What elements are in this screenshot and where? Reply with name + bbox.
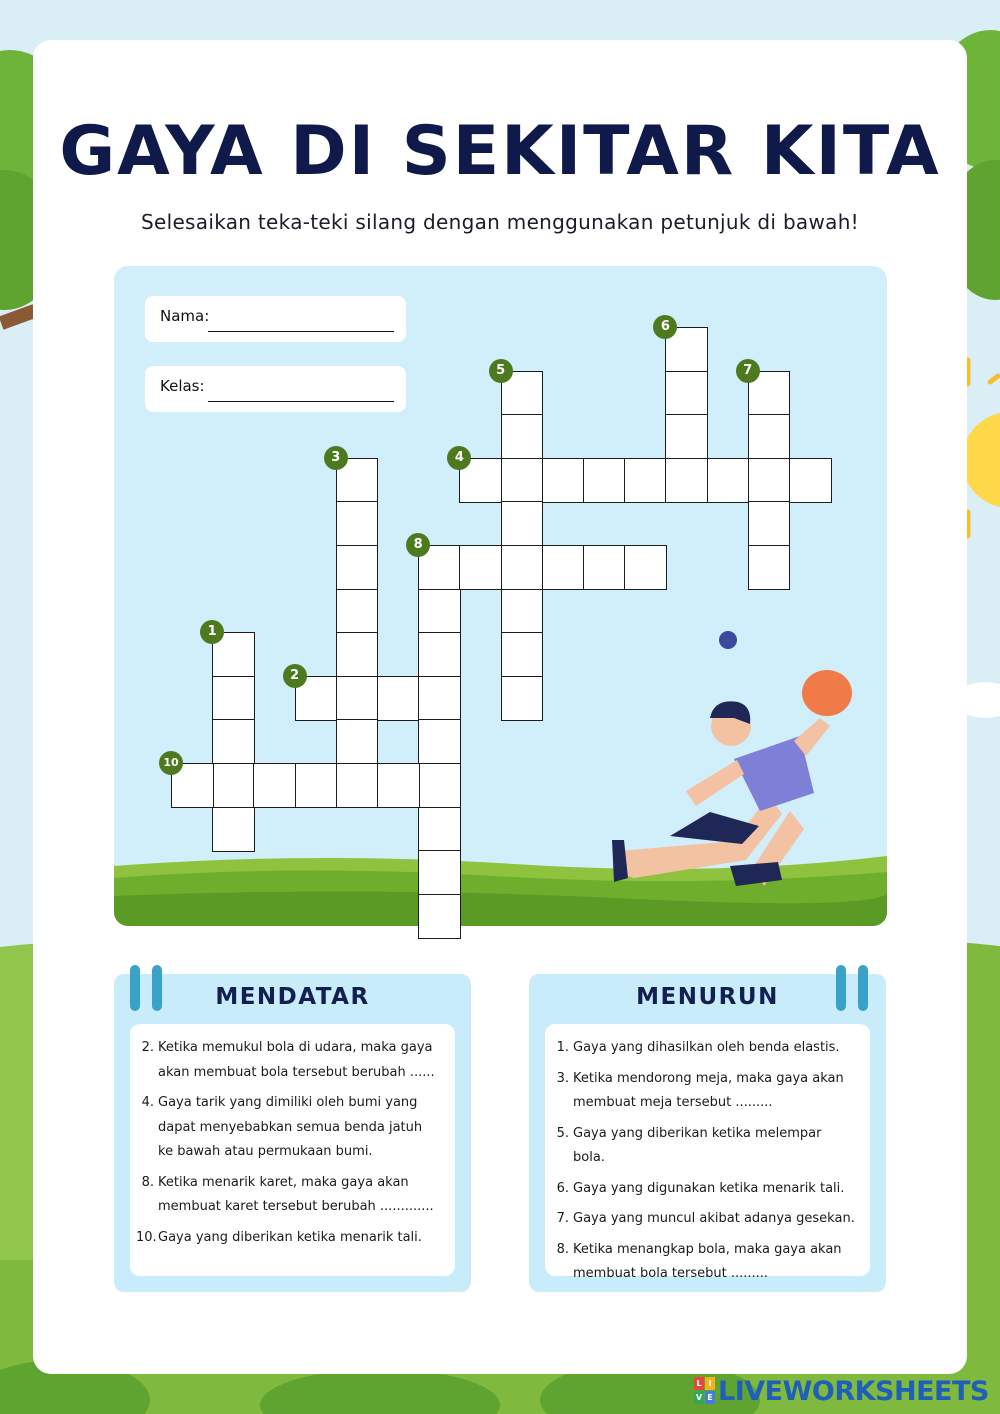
clue-number: 4. [141, 1095, 154, 1110]
crossword-cell[interactable] [707, 458, 750, 503]
crossword-cell[interactable] [418, 589, 461, 634]
page-subtitle: Selesaikan teka-teki silang dengan menggunakan petunjuk di bawah! [141, 210, 859, 234]
crossword-cell[interactable] [501, 632, 544, 677]
clue-text: Ketika mendorong meja, maka gaya akan membuat meja tersebut ......... [573, 1070, 844, 1110]
clue-text: Gaya yang diberikan ketika melempar bola. [573, 1125, 822, 1165]
crossword-cell[interactable] [542, 545, 585, 590]
page-title: GAYA DI SEKITAR KITA [59, 112, 941, 191]
crossword-cell[interactable] [501, 545, 544, 590]
crossword-cell[interactable] [748, 501, 791, 546]
clue-number: 8. [141, 1174, 154, 1190]
crossword-cell[interactable] [624, 458, 667, 503]
crossword-cell[interactable] [748, 545, 791, 590]
crossword-cell[interactable] [212, 676, 255, 721]
crossword-cell[interactable] [295, 763, 338, 808]
crossword-cell[interactable] [501, 458, 544, 503]
clue-item [551, 1067, 856, 1116]
menurun-clue-list [545, 1024, 870, 1281]
crossword-cell[interactable] [418, 894, 461, 939]
mendatar-heading: MENDATAR [215, 984, 370, 1010]
crossword-cell[interactable] [665, 458, 708, 503]
crossword-cell[interactable] [501, 676, 544, 721]
crossword-cell[interactable] [583, 458, 626, 503]
clue-number: 7. [556, 1211, 569, 1226]
clue-text: Gaya tarik yang dimiliki oleh bumi yang dapat menyebabkan semua benda jatuh ke bawah atau permukaan bumi. [158, 1095, 423, 1159]
clue-text: Ketika menangkap bola, maka gaya akan membuat bola tersebut ......... [573, 1241, 842, 1281]
mendatar-clue-list [130, 1024, 455, 1276]
accent-bar [836, 965, 846, 1011]
crossword-cell[interactable] [253, 763, 296, 808]
crossword-cell[interactable] [418, 807, 461, 852]
accent-bar [858, 965, 868, 1011]
clue-item [551, 1036, 856, 1061]
crossword-cell[interactable] [789, 458, 832, 503]
clue-number-badge: 2 [283, 664, 307, 688]
clue-text: Gaya yang digunakan ketika menarik tali. [573, 1180, 845, 1196]
crossword-cell[interactable] [336, 501, 379, 546]
logo-mark-icon: L I V E [694, 1377, 716, 1405]
class-field[interactable] [145, 366, 406, 412]
logo-text: LIVEWORKSHEETS [718, 1375, 989, 1407]
clue-number-badge: 3 [324, 446, 348, 470]
crossword-cell[interactable] [459, 545, 502, 590]
clue-item [551, 1238, 856, 1287]
crossword-cell[interactable] [501, 501, 544, 546]
menurun-heading: MENURUN [636, 984, 779, 1010]
clue-text: Gaya yang diberikan ketika menarik tali. [158, 1229, 422, 1245]
crossword-cell[interactable] [336, 719, 379, 764]
crossword-cell[interactable] [377, 676, 420, 721]
crossword-cell[interactable] [336, 763, 379, 808]
clue-item [136, 1091, 441, 1165]
clue-number-badge: 8 [406, 533, 430, 557]
crossword-cell[interactable] [212, 807, 255, 852]
name-label: Nama: [160, 307, 210, 325]
crossword-cell[interactable] [212, 719, 255, 764]
crossword-cell[interactable] [418, 850, 461, 895]
crossword-cell[interactable] [665, 371, 708, 416]
clue-text: Ketika menarik karet, maka gaya akan membuat karet tersebut berubah ............. [158, 1174, 434, 1214]
crossword-cell[interactable] [336, 545, 379, 590]
clue-item [551, 1207, 856, 1232]
clue-text: Gaya yang dihasilkan oleh benda elastis. [573, 1040, 840, 1055]
crossword-cell[interactable] [583, 545, 626, 590]
crossword-cell[interactable] [418, 632, 461, 677]
clue-item [136, 1036, 441, 1085]
clue-number: 1. [556, 1040, 569, 1055]
clue-number-badge: 5 [489, 359, 513, 383]
clue-item [551, 1177, 856, 1202]
crossword-cell[interactable] [418, 719, 461, 764]
clue-text: Ketika memukul bola di udara, maka gaya akan membuat bola tersebut berubah ...... [158, 1040, 435, 1080]
crossword-cell[interactable] [336, 632, 379, 677]
clue-item [136, 1171, 441, 1220]
crossword-cell[interactable] [418, 676, 461, 721]
clue-number-badge: 7 [736, 359, 760, 383]
name-input-line[interactable] [208, 331, 394, 332]
clue-item [551, 1122, 856, 1171]
clue-text: Gaya yang muncul akibat adanya gesekan. [573, 1211, 855, 1226]
clue-number: 6. [556, 1180, 569, 1196]
clue-number: 5. [556, 1125, 569, 1141]
class-label: Kelas: [160, 377, 205, 395]
clue-number: 10. [136, 1229, 157, 1245]
clue-number-badge: 1 [200, 620, 224, 644]
crossword-cell[interactable] [377, 763, 420, 808]
crossword-cell[interactable] [418, 763, 461, 808]
crossword-cell[interactable] [336, 589, 379, 634]
menurun-panel [529, 974, 886, 1292]
crossword-cell[interactable] [501, 414, 544, 459]
accent-bar [130, 965, 140, 1011]
clue-number: 2. [141, 1040, 154, 1055]
crossword-cell[interactable] [665, 414, 708, 459]
boy-illustration [612, 670, 852, 886]
crossword-cell[interactable] [501, 589, 544, 634]
crossword-cell[interactable] [542, 458, 585, 503]
liveworksheets-logo [694, 1373, 989, 1409]
mendatar-panel [114, 974, 471, 1292]
crossword-cell[interactable] [212, 763, 255, 808]
class-input-line[interactable] [208, 401, 394, 402]
clue-number-badge: 4 [447, 446, 471, 470]
clue-number-badge: 10 [159, 751, 183, 775]
name-field[interactable] [145, 296, 406, 342]
clue-number-badge: 6 [653, 315, 677, 339]
crossword-cell[interactable] [748, 458, 791, 503]
clue-number: 3. [556, 1070, 569, 1086]
crossword-cell[interactable] [748, 414, 791, 459]
clue-number: 8. [556, 1241, 569, 1257]
accent-bar [152, 965, 162, 1011]
crossword-cell[interactable] [336, 676, 379, 721]
crossword-cell[interactable] [624, 545, 667, 590]
clue-item [136, 1226, 441, 1251]
